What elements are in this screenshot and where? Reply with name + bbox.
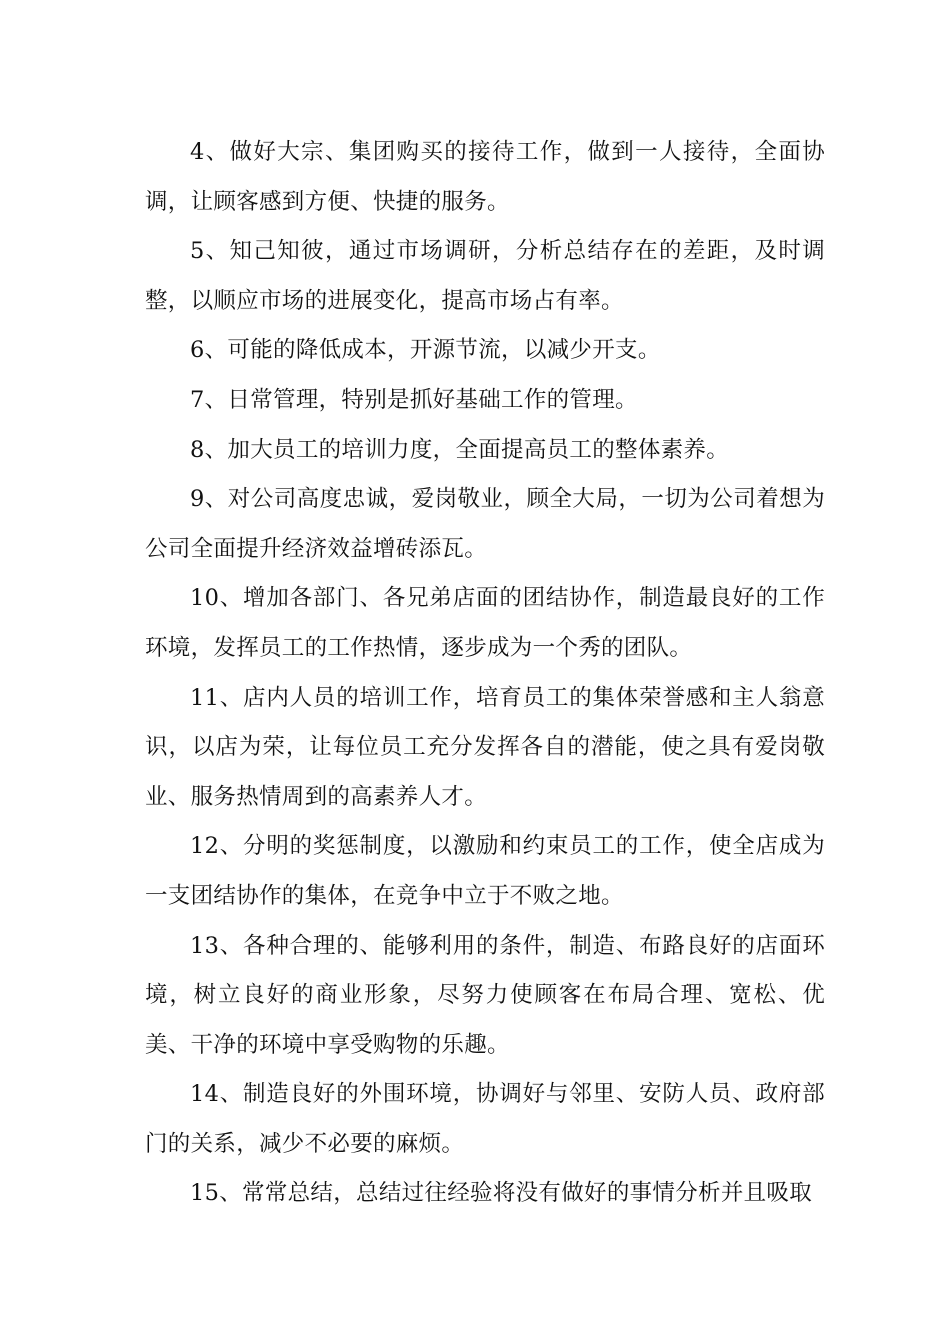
paragraph-item-11: 11、店内人员的培训工作，培育员工的集体荣誉感和主人翁意识，以店为荣，让每位员工充分发挥各自的潜能，使之具有爱岗敬业、服务热情周到的高素养人才。	[145, 684, 825, 810]
paragraph-item-5: 5、知己知彼，通过市场调研，分析总结存在的差距，及时调整，以顺应市场的进展变化，提高市场占有率。	[145, 238, 825, 314]
paragraph-item-6: 6、可能的降低成本，开源节流，以减少开支。	[190, 337, 661, 364]
document-body	[145, 128, 825, 1219]
paragraph-item-8: 8、加大员工的培训力度，全面提高员工的整体素养。	[190, 436, 730, 463]
paragraph-item-15: 15、常常总结，总结过往经验将没有做好的事情分析并且吸取	[190, 1180, 813, 1207]
paragraph-item-10: 10、增加各部门、各兄弟店面的团结协作，制造最良好的工作环境，发挥员工的工作热情，逐步成为一个秀的团队。	[145, 585, 825, 661]
paragraph-item-13: 13、各种合理的、能够利用的条件，制造、布路良好的店面环境，树立良好的商业形象，尽努力使顾客在布局合理、宽松、优美、干净的环境中享受购物的乐趣。	[145, 932, 825, 1058]
paragraph-item-12: 12、分明的奖惩制度，以激励和约束员工的工作，使全店成为一支团结协作的集体，在竞争中立于不败之地。	[145, 833, 825, 909]
paragraph-item-9: 9、对公司高度忠诚，爱岗敬业，顾全大局，一切为公司着想为公司全面提升经济效益增砖添瓦。	[145, 486, 825, 562]
paragraph-item-14: 14、制造良好的外围环境，协调好与邻里、安防人员、政府部门的关系，减少不必要的麻烦。	[145, 1081, 825, 1157]
paragraph-item-7: 7、日常管理，特别是抓好基础工作的管理。	[190, 386, 638, 413]
paragraph-item-4: 4、做好大宗、集团购买的接待工作，做到一人接待，全面协调，让顾客感到方便、快捷的服务。	[145, 139, 825, 215]
